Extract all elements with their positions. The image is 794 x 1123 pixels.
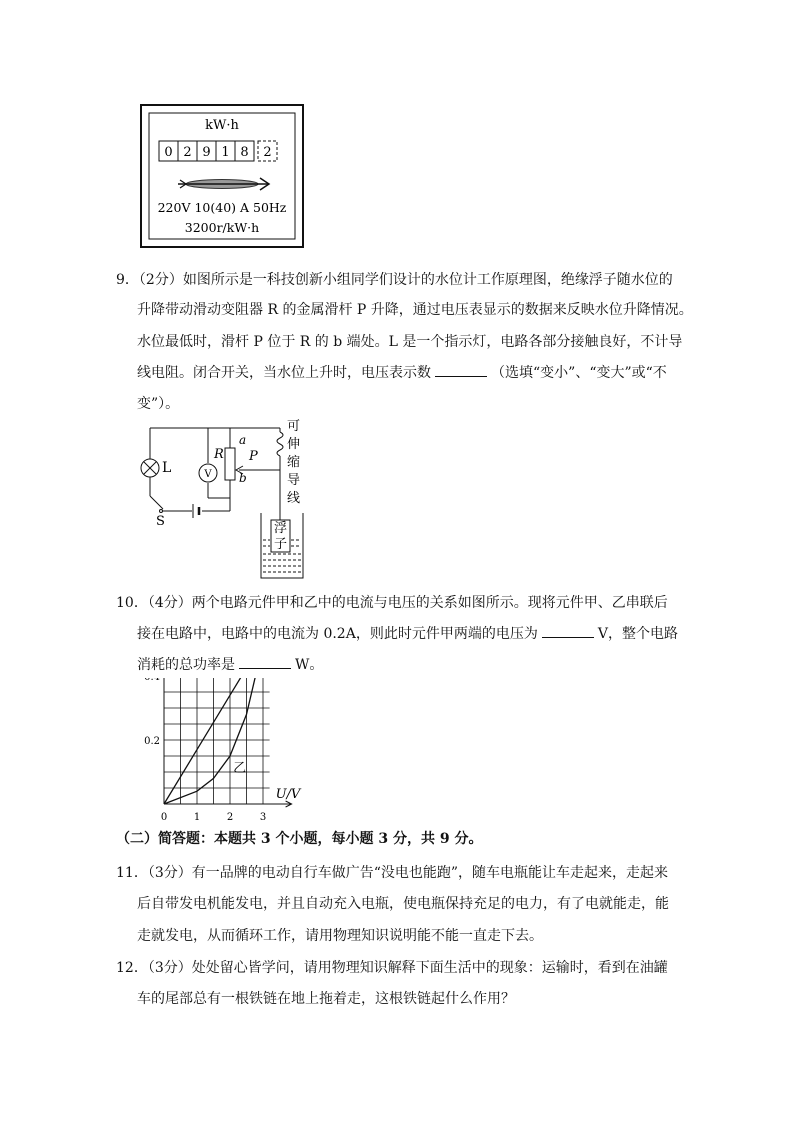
q10-line-2-text: 接在电路中，电路中的电流为 0.2A，则此时元件甲两端的电压为 — [137, 626, 538, 642]
water-level-circuit-diagram — [130, 418, 330, 586]
resistor-label: R — [214, 447, 224, 462]
float-label-char: 浮 — [274, 521, 288, 536]
meter-digit: 2 — [183, 145, 192, 160]
lamp-label: L — [162, 460, 172, 476]
meter-unit: kW·h — [205, 118, 239, 133]
wire-label-char: 伸 — [287, 437, 301, 452]
battery-icon — [193, 504, 199, 518]
meter-drawing — [140, 104, 304, 248]
meter-rating: 220V 10(40) A 50Hz — [157, 200, 287, 215]
q10-line-3-text: 消耗的总功率是 — [137, 657, 235, 673]
wire-label-char: 线 — [287, 491, 301, 506]
meter-digit: 8 — [240, 145, 249, 160]
wire-label-char: 可 — [287, 419, 301, 434]
meter-digit: 2 — [263, 145, 272, 160]
wire-label-char: 缩 — [287, 455, 301, 470]
slider-label: P — [249, 449, 258, 464]
q9-line-5: 变”）。 — [137, 396, 180, 412]
float-label-char: 子 — [274, 537, 288, 552]
x-axis-label: U/V — [275, 787, 301, 802]
meter-digit: 9 — [202, 145, 211, 160]
q9-line-4-options: （选填“变小”、“变大”或“不 — [491, 365, 667, 381]
electricity-meter — [140, 104, 304, 248]
q9-line-4-text: 线电阻。闭合开关，当水位上升时，电压表示数 — [137, 365, 431, 381]
series-label-yi: 乙 — [233, 761, 247, 776]
switch-label: S — [156, 514, 165, 529]
answer-blank[interactable] — [542, 625, 594, 638]
y-tick-label: 0.2 — [144, 736, 160, 747]
q10-line-3-tail: W。 — [295, 657, 324, 673]
q10-line-1: 10．（4分）两个电路元件甲和乙中的电流与电压的关系如图所示。现将元件甲、乙串联后 — [116, 595, 668, 611]
meter-digit: 0 — [164, 145, 173, 160]
end-a-label: a — [239, 433, 247, 447]
q10-line-2 — [137, 624, 678, 644]
q11-line-1: 11．（3分）有一品牌的电动自行车做广告“没电也能跑”，随车电瓶能让车走起来，走起来 — [116, 865, 669, 881]
q9-line-1: 9．（2分）如图所示是一科技创新小组同学们设计的水位计工作原理图，绝缘浮子随水位的 — [116, 272, 673, 288]
meter-digit: 1 — [221, 145, 230, 160]
switch-icon — [160, 510, 163, 513]
x-tick-label: 0 — [160, 812, 168, 823]
q12-line-2: 车的尾部总有一根铁链在地上拖着走，这根铁链起什么作用？ — [137, 991, 515, 1007]
answer-blank[interactable] — [435, 364, 487, 377]
end-b-label: b — [239, 471, 247, 485]
wire-label-char: 导 — [287, 473, 301, 488]
x-tick-label: 2 — [226, 812, 234, 823]
x-tick-label: 3 — [259, 812, 267, 823]
q9-line-3: 水位最低时，滑杆 P 位于 R 的 b 端处。L 是一个指示灯，电路各部分接触良好，不计导 — [137, 334, 683, 350]
circuit-svg — [130, 418, 330, 586]
q10-line-3 — [137, 655, 323, 675]
q11-line-3: 走就发电，从而循环工作，请用物理知识说明能不能一直走下去。 — [137, 928, 543, 944]
section-heading: （二）简答题：本题共 3 个小题，每小题 3 分，共 9 分。 — [116, 831, 483, 847]
q12-line-1: 12．（3分）处处留心皆学问，请用物理知识解释下面生活中的现象：运输时，看到在油罐 — [116, 960, 668, 976]
x-tick-label: 1 — [193, 812, 201, 823]
meter-constant: 3200r/kW·h — [184, 220, 260, 235]
answer-blank[interactable] — [239, 656, 291, 669]
q11-line-2: 后自带发电机能发电，并且自动充入电瓶，使电瓶保持充足的电力，有了电就能走，能 — [137, 896, 669, 912]
current-voltage-chart — [136, 678, 316, 830]
chart-svg — [136, 678, 316, 830]
lamp-icon — [141, 459, 159, 477]
q10-line-2-tail: V，整个电路 — [597, 626, 678, 642]
y-tick-label — [144, 678, 160, 683]
q9-line-4 — [137, 363, 667, 383]
voltmeter-label: V — [204, 469, 212, 480]
q9-line-2: 升降带动滑动变阻器 R 的金属滑杆 P 升降，通过电压表显示的数据来反映水位升降情况。 — [137, 302, 693, 318]
